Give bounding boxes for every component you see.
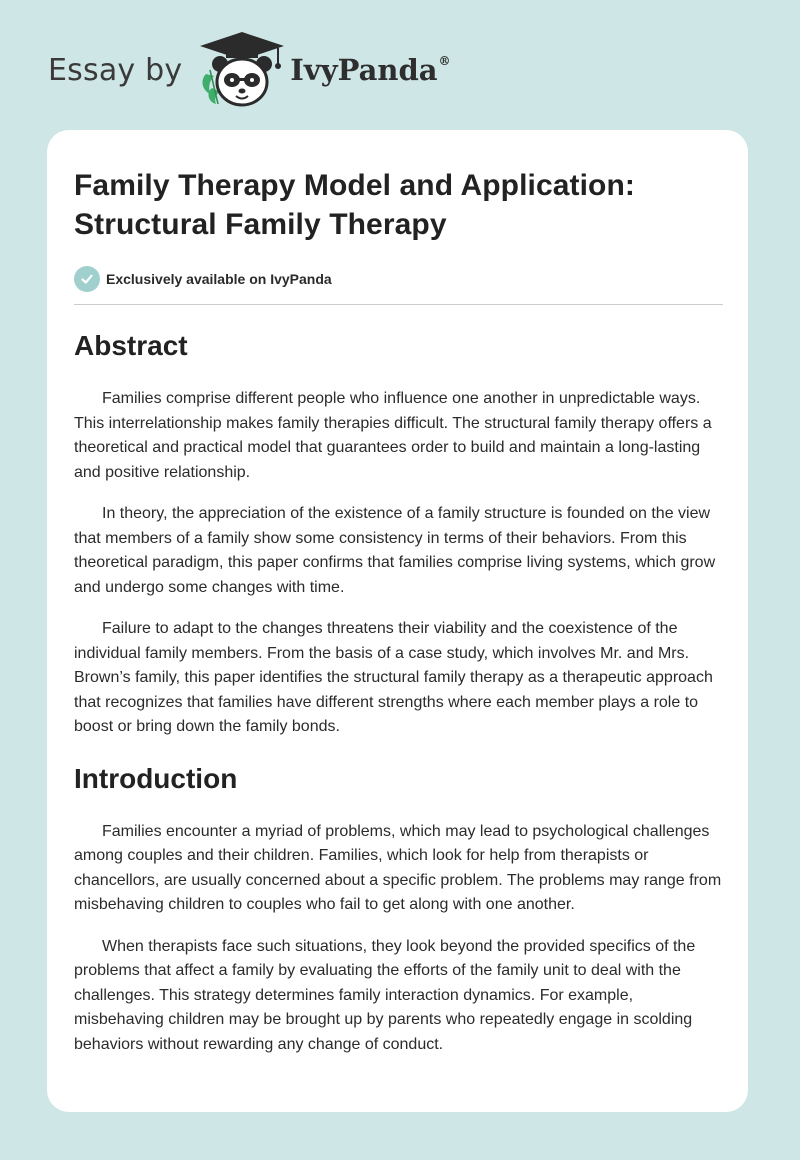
- abstract-paragraph-1: Families comprise different people who influence one another in unpredictable ways. This interrelationship makes family therapies difficult. The structural family therapy offers a theoretical and practical model that guarantees order to build and maintain a long-lasting and positive relationship.: [74, 390, 712, 481]
- divider: [74, 304, 723, 305]
- essay-by-label: Essay by: [48, 52, 183, 88]
- registered-mark: ®: [438, 54, 451, 69]
- site-header: [48, 30, 451, 110]
- exclusive-badge: [74, 266, 723, 292]
- check-icon: [74, 266, 100, 292]
- abstract-paragraph-2: In theory, the appreciation of the existence of a family structure is founded on the view that members of a family show some consistency in terms of their behaviors. From this theoretical paradigm, this paper confirms that families comprise living systems, which grow and undergo some changes with time.: [74, 505, 716, 596]
- abstract-paragraph-3: Failure to adapt to the changes threatens their viability and the coexistence of the individual family members. From the basis of a case study, which involves Mr. and Mrs. Brown’s family, this paper identifies the structural family therapy as a therapeutic approach that recognizes that families have different strengths where each member plays a role to boost or bring down the family bonds.: [74, 620, 713, 735]
- introduction-paragraph-2: When therapists face such situations, they look beyond the provided specifics of the problems that affect a family by evaluating the efforts of the family unit to deal with the challenges. This strategy determines family interaction dynamics. For example, misbehaving children may be brought up by parents who repeatedly engage in scolding behaviors without rewarding any change of conduct.: [74, 937, 696, 1053]
- panda-graduate-logo-icon[interactable]: [196, 30, 288, 110]
- section-heading-introduction: Introduction: [74, 762, 238, 794]
- essay-card: [47, 130, 748, 1112]
- essay-content: [74, 166, 723, 1057]
- brand-name[interactable]: IvyPanda®: [290, 53, 451, 87]
- title-line-1: Family Therapy Model and Application:: [74, 169, 635, 202]
- exclusive-text: Exclusively available on IvyPanda: [106, 271, 332, 287]
- introduction-paragraph-1: Families encounter a myriad of problems, which may lead to psychological challenges among couples and their children. Families, which look for help from therapists or chancellors, are usually concerned about a specific problem. The problems may range from misbehaving children to couples who fail to get along with one another.: [74, 822, 722, 913]
- essay-title: [74, 166, 723, 244]
- title-line-2: Structural Family Therapy: [74, 208, 447, 241]
- section-heading-abstract: Abstract: [74, 330, 188, 361]
